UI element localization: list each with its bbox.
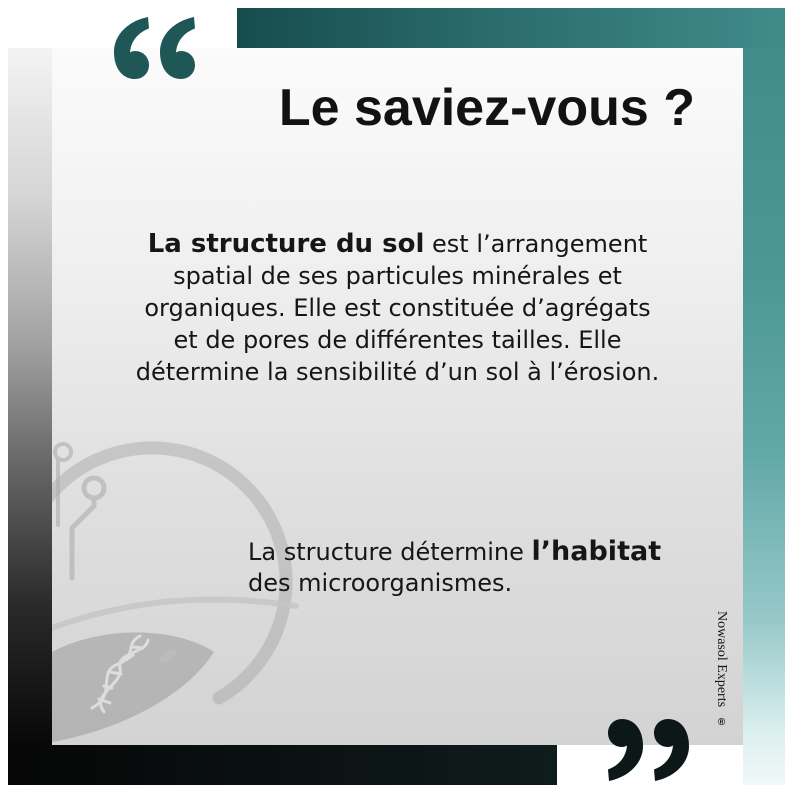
note-prefix: La structure détermine	[248, 538, 532, 566]
card-title: Le saviez-vous ?	[278, 79, 695, 137]
logo-horizon-swoosh	[52, 600, 296, 628]
note-line	[248, 536, 661, 568]
note-highlight: l’habitat	[531, 536, 662, 567]
fact-line: spatial de ses particules minérales et	[173, 262, 622, 290]
fact-line: organiques. Elle est constituée d’agrégats	[144, 294, 651, 322]
registered-mark: ®	[716, 717, 727, 729]
card-panel	[52, 48, 743, 745]
frame-left-band	[8, 48, 52, 745]
brand-name: Nowasol Experts	[714, 611, 729, 708]
brand-label	[711, 611, 731, 728]
fact-highlight: La structure du sol	[147, 229, 425, 259]
fact-line	[52, 228, 743, 260]
frame-top-band	[237, 8, 785, 48]
fact-line: détermine la sensibilité d’un sol à l’érosion.	[135, 358, 660, 386]
quote-mark-shape	[654, 719, 689, 781]
open-quote-icon	[113, 14, 195, 80]
note-paragraph	[248, 536, 661, 599]
logo-dna-rung	[133, 647, 143, 648]
quote-mark-shape	[114, 17, 149, 79]
logo-circuit-node	[55, 444, 71, 460]
logo-dna-rung	[110, 672, 121, 674]
logo-leaf	[52, 633, 214, 743]
logo-dna-rung	[104, 686, 112, 688]
fact-paragraph	[52, 228, 743, 388]
frame-bottom-band	[8, 745, 557, 785]
frame-right-band	[743, 48, 785, 785]
quote-mark-shape	[160, 17, 195, 79]
fact-line-text: est l’arrangement	[424, 230, 648, 258]
quote-mark-shape	[608, 719, 643, 781]
close-quote-icon	[608, 718, 690, 784]
logo-circuit-node	[84, 478, 104, 498]
note-line: des microorganismes.	[248, 569, 513, 597]
logo-circuit-trace	[72, 498, 94, 578]
fact-line: et de pores de différentes tailles. Elle	[173, 326, 622, 354]
